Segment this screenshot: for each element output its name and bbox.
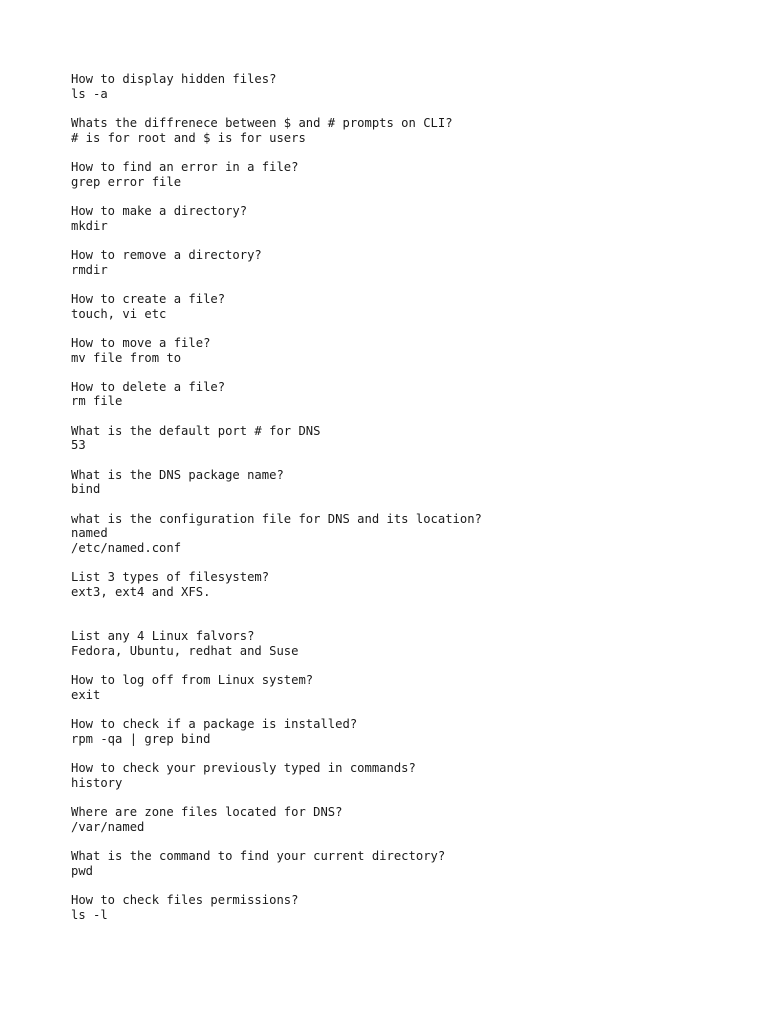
question: Where are zone files located for DNS?	[71, 804, 343, 819]
answer: ls -l	[71, 907, 108, 922]
qa-item	[71, 468, 711, 497]
answer: ls -a	[71, 86, 108, 101]
question: List 3 types of filesystem?	[71, 570, 270, 585]
answer: # is for root and $ is for users	[71, 130, 306, 145]
qa-item	[71, 292, 711, 321]
answer: bind	[71, 482, 101, 497]
answer: mkdir	[71, 218, 108, 233]
question: Whats the diffrenece between $ and # prompts on CLI?	[71, 115, 453, 130]
question: How to make a directory?	[71, 203, 248, 218]
answer: mv file from to	[71, 350, 182, 365]
qa-item	[71, 380, 711, 409]
qa-item	[71, 160, 711, 189]
question: How to check files permissions?	[71, 892, 299, 907]
answer: grep error file	[71, 174, 182, 189]
answer: exit	[71, 687, 101, 702]
document-page	[71, 72, 711, 937]
question: How to move a file?	[71, 335, 211, 350]
qa-item	[71, 673, 711, 702]
qa-item	[71, 248, 711, 277]
qa-item	[71, 72, 711, 101]
question: what is the configuration file for DNS and its location?	[71, 511, 482, 526]
answer: named	[71, 526, 108, 541]
question: What is the default port # for DNS	[71, 423, 321, 438]
question: How to remove a directory?	[71, 247, 262, 262]
qa-item	[71, 424, 711, 453]
qa-item	[71, 717, 711, 746]
answer: pwd	[71, 863, 94, 878]
question: How to find an error in a file?	[71, 159, 299, 174]
qa-item	[71, 116, 711, 145]
question: How to display hidden files?	[71, 72, 277, 86]
question: How to check your previously typed in commands?	[71, 760, 416, 775]
question: How to check if a package is installed?	[71, 716, 358, 731]
answer: rm file	[71, 394, 123, 409]
question: What is the command to find your current directory?	[71, 848, 446, 863]
question: How to create a file?	[71, 291, 226, 306]
answer: rmdir	[71, 262, 108, 277]
qa-item	[71, 629, 711, 658]
question: How to log off from Linux system?	[71, 672, 314, 687]
answer: rpm -qa | grep bind	[71, 731, 211, 746]
qa-item	[71, 893, 711, 922]
qa-item	[71, 805, 711, 834]
qa-item	[71, 570, 711, 599]
answer: touch, vi etc	[71, 306, 167, 321]
qa-item	[71, 512, 711, 556]
qa-item	[71, 336, 711, 365]
qa-item	[71, 761, 711, 790]
answer: 53	[71, 438, 86, 453]
answer: ext3, ext4 and XFS.	[71, 585, 211, 600]
question: What is the DNS package name?	[71, 467, 284, 482]
question: How to delete a file?	[71, 379, 226, 394]
question: List any 4 Linux falvors?	[71, 629, 255, 643]
answer: /etc/named.conf	[71, 541, 182, 556]
qa-item	[71, 204, 711, 233]
qa-item	[71, 849, 711, 878]
answer: history	[71, 775, 123, 790]
answer: Fedora, Ubuntu, redhat and Suse	[71, 643, 299, 658]
answer: /var/named	[71, 819, 145, 834]
